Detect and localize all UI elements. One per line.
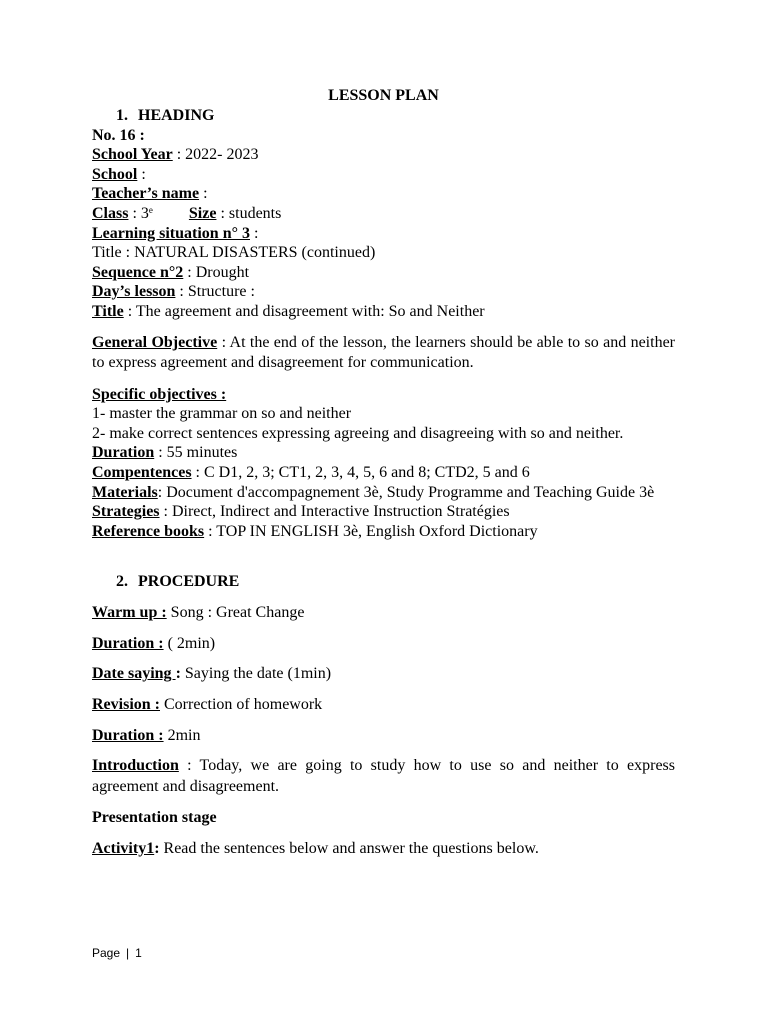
school-line [92,165,675,185]
page-footer [92,946,142,960]
field-value: : [253,224,259,242]
duration-2-line [92,726,675,746]
field-colon: : [175,665,181,683]
introduction-paragraph [92,756,675,797]
field-label: Teacher’s name [92,185,200,203]
field-value: : 55 minutes [158,444,238,462]
day-lesson-line [92,282,675,302]
field-value: : TOP IN ENGLISH 3è, English Oxford Dictionary [208,522,538,540]
field-label: Title [92,302,124,320]
lesson-number: No. 16 : [92,126,145,144]
reference-books-line [92,522,675,542]
field-value: : Direct, Indirect and Interactive Instruction Stratégies [163,503,510,521]
sequence-line [92,263,675,283]
field-value: : C D1, 2, 3; CT1, 2, 3, 4, 5, 6 and 8; CTD2, 5 and 6 [195,463,530,481]
duration-line [92,443,675,463]
class-superscript: e [148,204,153,215]
date-saying-line [92,664,675,684]
teacher-line [92,184,675,204]
field-label: School Year [92,146,173,164]
section-heading-2 [116,572,675,592]
activity-1-line [92,839,675,859]
field-value: Song : Great Change [166,604,305,622]
field-value: : students [220,204,282,222]
field-label: General Objective [92,333,218,351]
field-label: Size [188,204,217,222]
section-label: HEADING [138,106,215,124]
page-label: Page [92,946,121,960]
lesson-title-line [92,302,675,322]
page-title: LESSON PLAN [328,87,439,104]
competences-line [92,463,675,483]
revision-line [92,695,675,715]
field-value: : The agreement and disagreement with: So and Neither [127,302,485,320]
field-label: Revision : [92,696,160,714]
field-label: Duration : [92,634,164,652]
strategies-line [92,502,675,522]
field-value: : 2022- 2023 [176,146,259,164]
field-label: Strategies [92,503,160,521]
specific-objectives-label: Specific objectives : [92,385,227,403]
general-objective-paragraph [92,333,675,374]
field-value: : Document d'accompagnement 3è, Study Programme and Teaching Guide 3è [157,483,655,501]
section-number: 1. [116,106,128,124]
field-label: Class [92,204,129,222]
materials-line [92,483,675,503]
class-size-line [92,204,675,224]
objective-item-1: 1- master the grammar on so and neither [92,405,352,423]
field-value: : At the end of the lesson, the learners should be able to so and neither to express agreement and disagreement for communication. [92,333,676,372]
field-value: 2min [163,726,201,744]
school-year-line [92,145,675,165]
section-label: PROCEDURE [138,573,240,591]
section-heading-1 [116,106,675,126]
field-value: : Today, we are going to study how to use so and neither to express agreement and disagreement. [92,757,675,795]
field-value: : [203,185,208,203]
situation-title-line: Title : NATURAL DISASTERS (continued) [92,244,376,262]
field-value: ( 2min) [163,634,216,652]
field-label: Compentences [92,463,192,481]
field-value: : [141,165,146,183]
field-value: : Structure : [179,283,255,301]
field-label: Warm up : [92,604,167,622]
field-label: Materials [92,483,158,501]
section-number: 2. [116,573,128,591]
warm-up-line [92,603,675,623]
field-value: Read the sentences below and answer the questions below. [159,839,539,857]
field-label: Day’s lesson [92,283,176,301]
field-value: Correction of homework [160,696,323,714]
field-colon: : [154,839,160,857]
field-value: : 3 [132,204,149,222]
learning-situation-line [92,224,675,244]
field-label: Duration : [92,726,164,744]
footer-separator: | [126,946,130,960]
field-label: Learning situation n° 3 [92,224,250,242]
field-label: Reference books [92,522,205,540]
field-label: Introduction [92,757,179,775]
objective-item-2: 2- make correct sentences expressing agreeing and disagreeing with so and neither. [92,424,624,442]
field-label: School [92,165,138,183]
field-label: Date saying [92,665,176,683]
field-value: Saying the date (1min) [180,665,332,683]
duration-1-line [92,634,675,654]
presentation-stage-heading: Presentation stage [92,809,217,827]
field-label: Sequence n°2 [92,263,184,281]
page-number: 1 [135,946,142,960]
field-label: Activity1 [92,839,155,857]
document-body [92,86,675,858]
field-value: : Drought [187,263,250,281]
field-label: Duration [92,444,155,462]
